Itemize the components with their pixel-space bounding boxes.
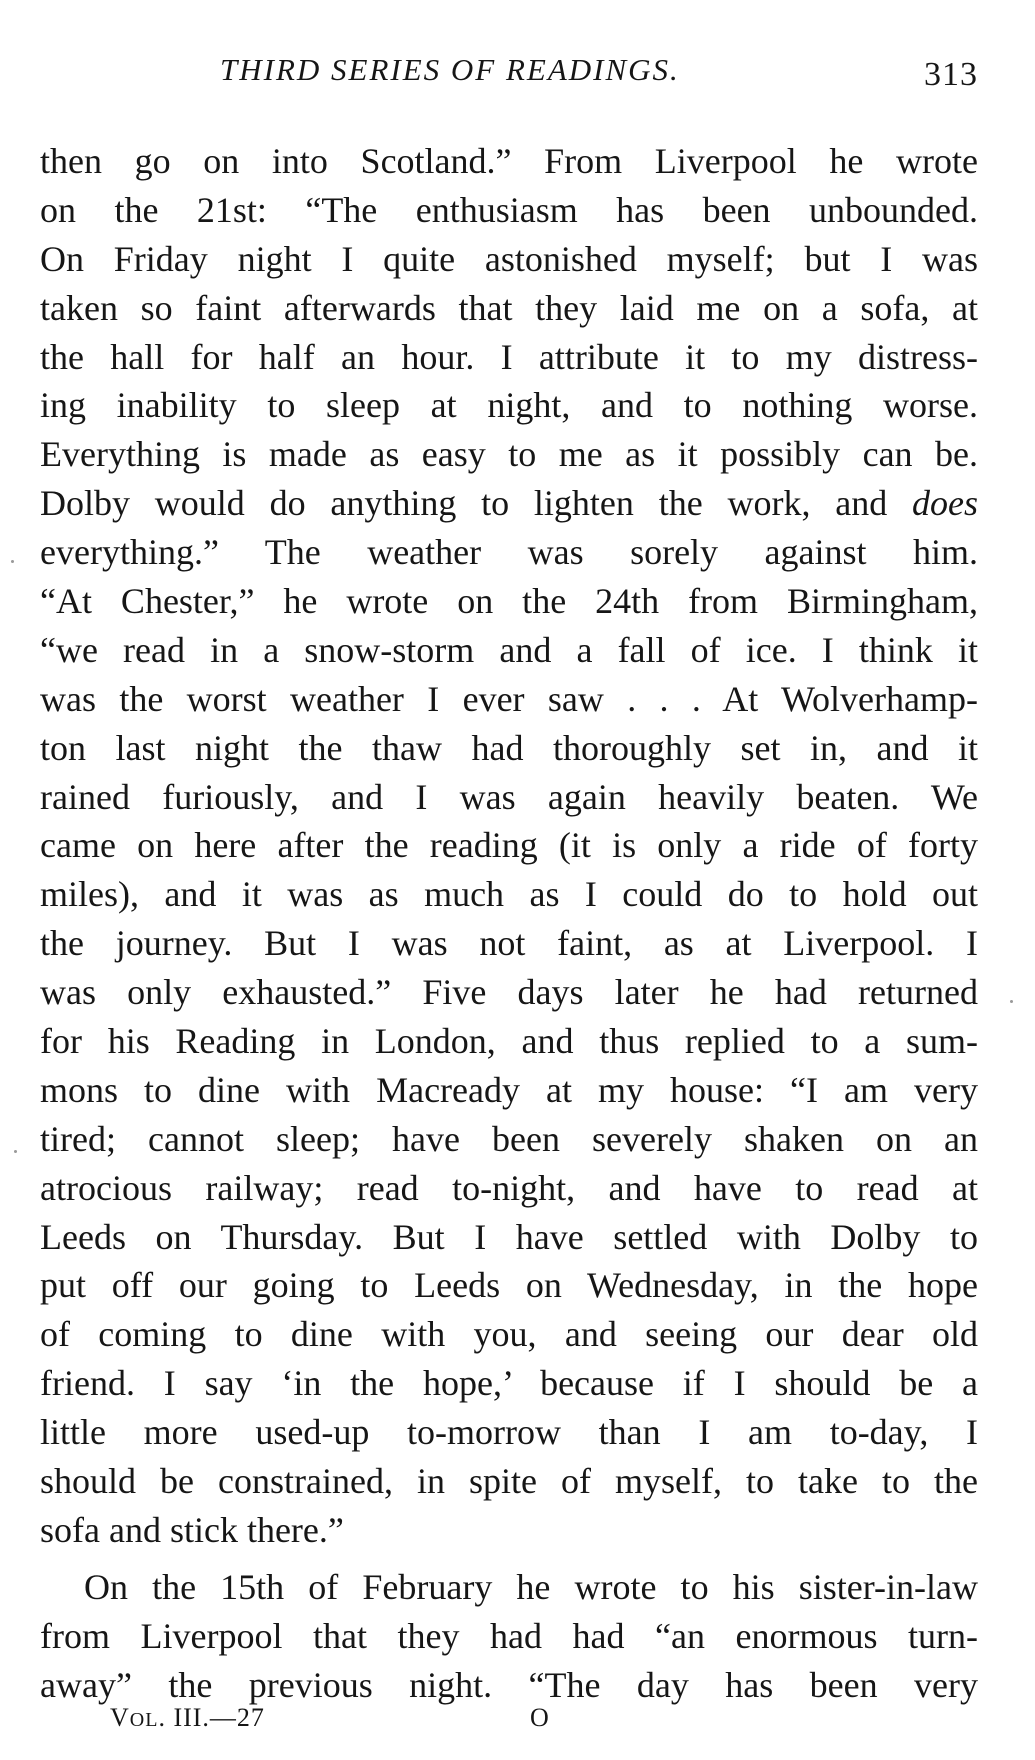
text-line: from Liverpool that they had had “an enormous turn- <box>40 1615 978 1656</box>
volume-smallcaps: OL <box>129 1709 159 1731</box>
paper-speck <box>11 560 14 563</box>
paragraph-gap <box>40 1555 978 1563</box>
text-line: tired; cannot sleep; have been severely shaken on an <box>40 1118 978 1159</box>
text-line: sofa and stick there.” <box>40 1509 344 1550</box>
running-title: THIRD SERIES OF READINGS. <box>220 52 680 87</box>
text-line: everything.” The weather was sorely against him. <box>40 532 978 573</box>
text-line: little more used-up to-morrow than I am to-day, I <box>40 1412 978 1453</box>
text-line: the hall for half an hour. I attribute it to my distress- <box>40 336 978 377</box>
text-line: the journey. But I was not faint, as at Liverpool. I <box>40 923 978 964</box>
text-line: ing inability to sleep at night, and to nothing worse. <box>40 385 978 426</box>
text-line: put off our going to Leeds on Wednesday, in the hope <box>40 1265 978 1306</box>
sheet-signature: O <box>530 1703 549 1732</box>
page-number: 313 <box>924 56 978 93</box>
text-line: atrocious railway; read to-night, and have to read at <box>40 1167 978 1208</box>
text-line: On Friday night I quite astonished myself; but I was <box>40 238 978 279</box>
text-line: was only exhausted.” Five days later he had returned <box>40 972 978 1013</box>
volume-rest: . III.—27 <box>158 1703 265 1732</box>
text-line-with-emphasis <box>40 479 978 528</box>
paper-speck <box>14 1150 17 1153</box>
text-line: for his Reading in London, and thus replied to a sum- <box>40 1021 978 1062</box>
text-line: was the worst weather I ever saw . . . At Wolverhamp- <box>40 678 978 719</box>
text-line: Leeds on Thursday. But I have settled with Dolby to <box>40 1216 978 1257</box>
text-line: mons to dine with Macready at my house: “I am very <box>40 1069 978 1110</box>
text-line: then go on into Scotland.” From Liverpool he wrote <box>40 141 978 181</box>
text-line: friend. I say ‘in the hope,’ because if I should be a <box>40 1363 978 1404</box>
running-head <box>0 52 1035 96</box>
text-line: away” the previous night. “The day has been very <box>40 1664 978 1705</box>
volume-signature <box>110 1703 265 1733</box>
text-line: miles), and it was as much as I could do to hold out <box>40 874 978 915</box>
text-line: of coming to dine with you, and seeing our dear old <box>40 1314 978 1355</box>
text-line: on the 21st: “The enthusiasm has been unbounded. <box>40 189 978 230</box>
text-line: “At Chester,” he wrote on the 24th from Birmingham, <box>40 581 978 622</box>
text-line: ton last night the thaw had thoroughly set in, and it <box>40 727 978 768</box>
paper-speck <box>1010 1000 1013 1003</box>
text-line: taken so faint afterwards that they laid me on a sofa, at <box>40 287 978 328</box>
page-footer <box>0 1703 1035 1743</box>
volume-prefix: V <box>110 1703 130 1732</box>
text-line: Everything is made as easy to me as it possibly can be. <box>40 434 978 475</box>
text-line: “we read in a snow-storm and a fall of ice. I think it <box>40 629 978 670</box>
text-line: rained furiously, and I was again heavily beaten. We <box>40 776 978 817</box>
emphasis-word: does <box>912 483 979 524</box>
text-line: should be constrained, in spite of myself, to take to the <box>40 1461 978 1502</box>
text-line: On the 15th of February he wrote to his sister-in-law <box>84 1566 978 1607</box>
text-line: came on here after the reading (it is only a ride of forty <box>40 825 978 866</box>
text-line-part: Dolby would do anything to lighten the work, and <box>40 483 888 524</box>
body-text <box>40 137 978 1710</box>
